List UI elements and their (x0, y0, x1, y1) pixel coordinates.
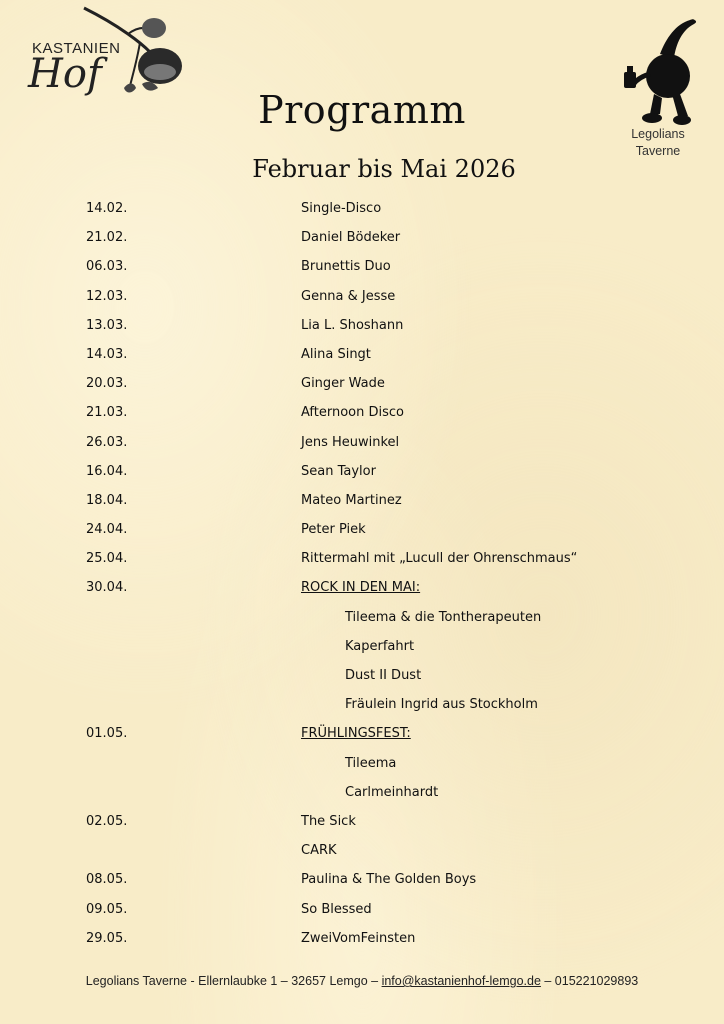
event-date: 08.05. (86, 872, 128, 888)
event-date: 24.04. (86, 522, 128, 538)
event-act: Tileema & die Tontherapeuten (345, 609, 542, 625)
event-date: 18.04. (86, 492, 128, 508)
event-date: 06.03. (86, 259, 128, 275)
schedule-row (0, 488, 724, 517)
schedule-row (0, 430, 724, 459)
event-act: Brunettis Duo (301, 259, 391, 275)
event-act: The Sick (301, 813, 356, 829)
schedule-row (0, 721, 724, 750)
schedule-row (0, 751, 724, 780)
schedule-row (0, 809, 724, 838)
schedule-row (0, 196, 724, 225)
schedule-row (0, 254, 724, 283)
schedule-row (0, 897, 724, 926)
footer-phone: – 015221029893 (540, 974, 639, 988)
event-date: 12.03. (86, 288, 128, 304)
event-act: Genna & Jesse (301, 288, 396, 304)
event-act: Mateo Martinez (301, 492, 402, 508)
schedule-row (0, 605, 724, 634)
legolians-caption-line1: Legolians (631, 127, 685, 141)
event-act: Alina Singt (301, 346, 371, 362)
event-act: Fräulein Ingrid aus Stockholm (345, 697, 538, 713)
event-date: 30.04. (86, 580, 128, 596)
event-act: Tileema (345, 755, 397, 771)
schedule-row (0, 692, 724, 721)
schedule-row (0, 517, 724, 546)
legolians-taverne-logo (606, 8, 716, 164)
schedule-row (0, 284, 724, 313)
event-date: 21.02. (86, 230, 128, 246)
event-act: Jens Heuwinkel (301, 434, 400, 450)
event-act: Single-Disco (301, 201, 382, 216)
event-date: 14.02. (86, 201, 128, 216)
event-act: Daniel Bödeker (301, 230, 401, 246)
event-act: Rittermahl mit „Lucull der Ohrenschmaus“ (301, 551, 578, 567)
event-date: 16.04. (86, 463, 128, 479)
schedule-row (0, 313, 724, 342)
event-date: 14.03. (86, 346, 128, 362)
event-section-header: ROCK IN DEN MAI: (301, 580, 421, 596)
event-act: Afternoon Disco (301, 405, 405, 421)
schedule-row (0, 342, 724, 371)
schedule-row (0, 838, 724, 867)
event-act: Kaperfahrt (345, 638, 415, 654)
logo-brand-line2: Hof (28, 51, 102, 97)
event-act: ZweiVomFeinsten (301, 930, 416, 946)
event-date: 02.05. (86, 813, 128, 829)
event-act: So Blessed (301, 901, 372, 917)
event-date: 29.05. (86, 930, 128, 946)
event-act: Peter Piek (301, 522, 366, 538)
event-act: CARK (301, 843, 337, 859)
event-date: 20.03. (86, 376, 128, 392)
schedule-row (0, 867, 724, 896)
event-act: Carlmeinhardt (345, 784, 439, 800)
event-act: Sean Taylor (301, 463, 376, 479)
event-date: 13.03. (86, 317, 128, 333)
event-date: 21.03. (86, 405, 128, 421)
event-date: 25.04. (86, 551, 128, 567)
event-date: 09.05. (86, 901, 128, 917)
event-date: 26.03. (86, 434, 128, 450)
footer (0, 974, 724, 988)
schedule-row (0, 634, 724, 663)
event-schedule (0, 196, 724, 955)
schedule-row (0, 780, 724, 809)
event-act: Lia L. Shoshann (301, 317, 404, 333)
page-subtitle: Februar bis Mai 2026 (252, 155, 516, 183)
event-act: Dust II Dust (345, 668, 422, 683)
page-title: Programm (258, 88, 466, 132)
event-date: 01.05. (86, 726, 128, 742)
schedule-row (0, 371, 724, 400)
event-act: Ginger Wade (301, 376, 385, 392)
schedule-row (0, 663, 724, 692)
footer-address: Legolians Taverne - Ellernlaubke 1 – 32657 Lemgo – (85, 974, 382, 988)
legolians-caption-line2: Taverne (635, 144, 681, 158)
schedule-row (0, 575, 724, 604)
logo-brand-line1: KASTANIEN (32, 40, 121, 57)
schedule-row (0, 459, 724, 488)
footer-email-link[interactable]: info@kastanienhof-lemgo.de (381, 974, 541, 988)
event-act: Paulina & The Golden Boys (301, 872, 477, 888)
schedule-row (0, 225, 724, 254)
schedule-row (0, 546, 724, 575)
schedule-row (0, 926, 724, 955)
event-section-header: FRÜHLINGSFEST: (301, 726, 411, 742)
schedule-row (0, 400, 724, 429)
